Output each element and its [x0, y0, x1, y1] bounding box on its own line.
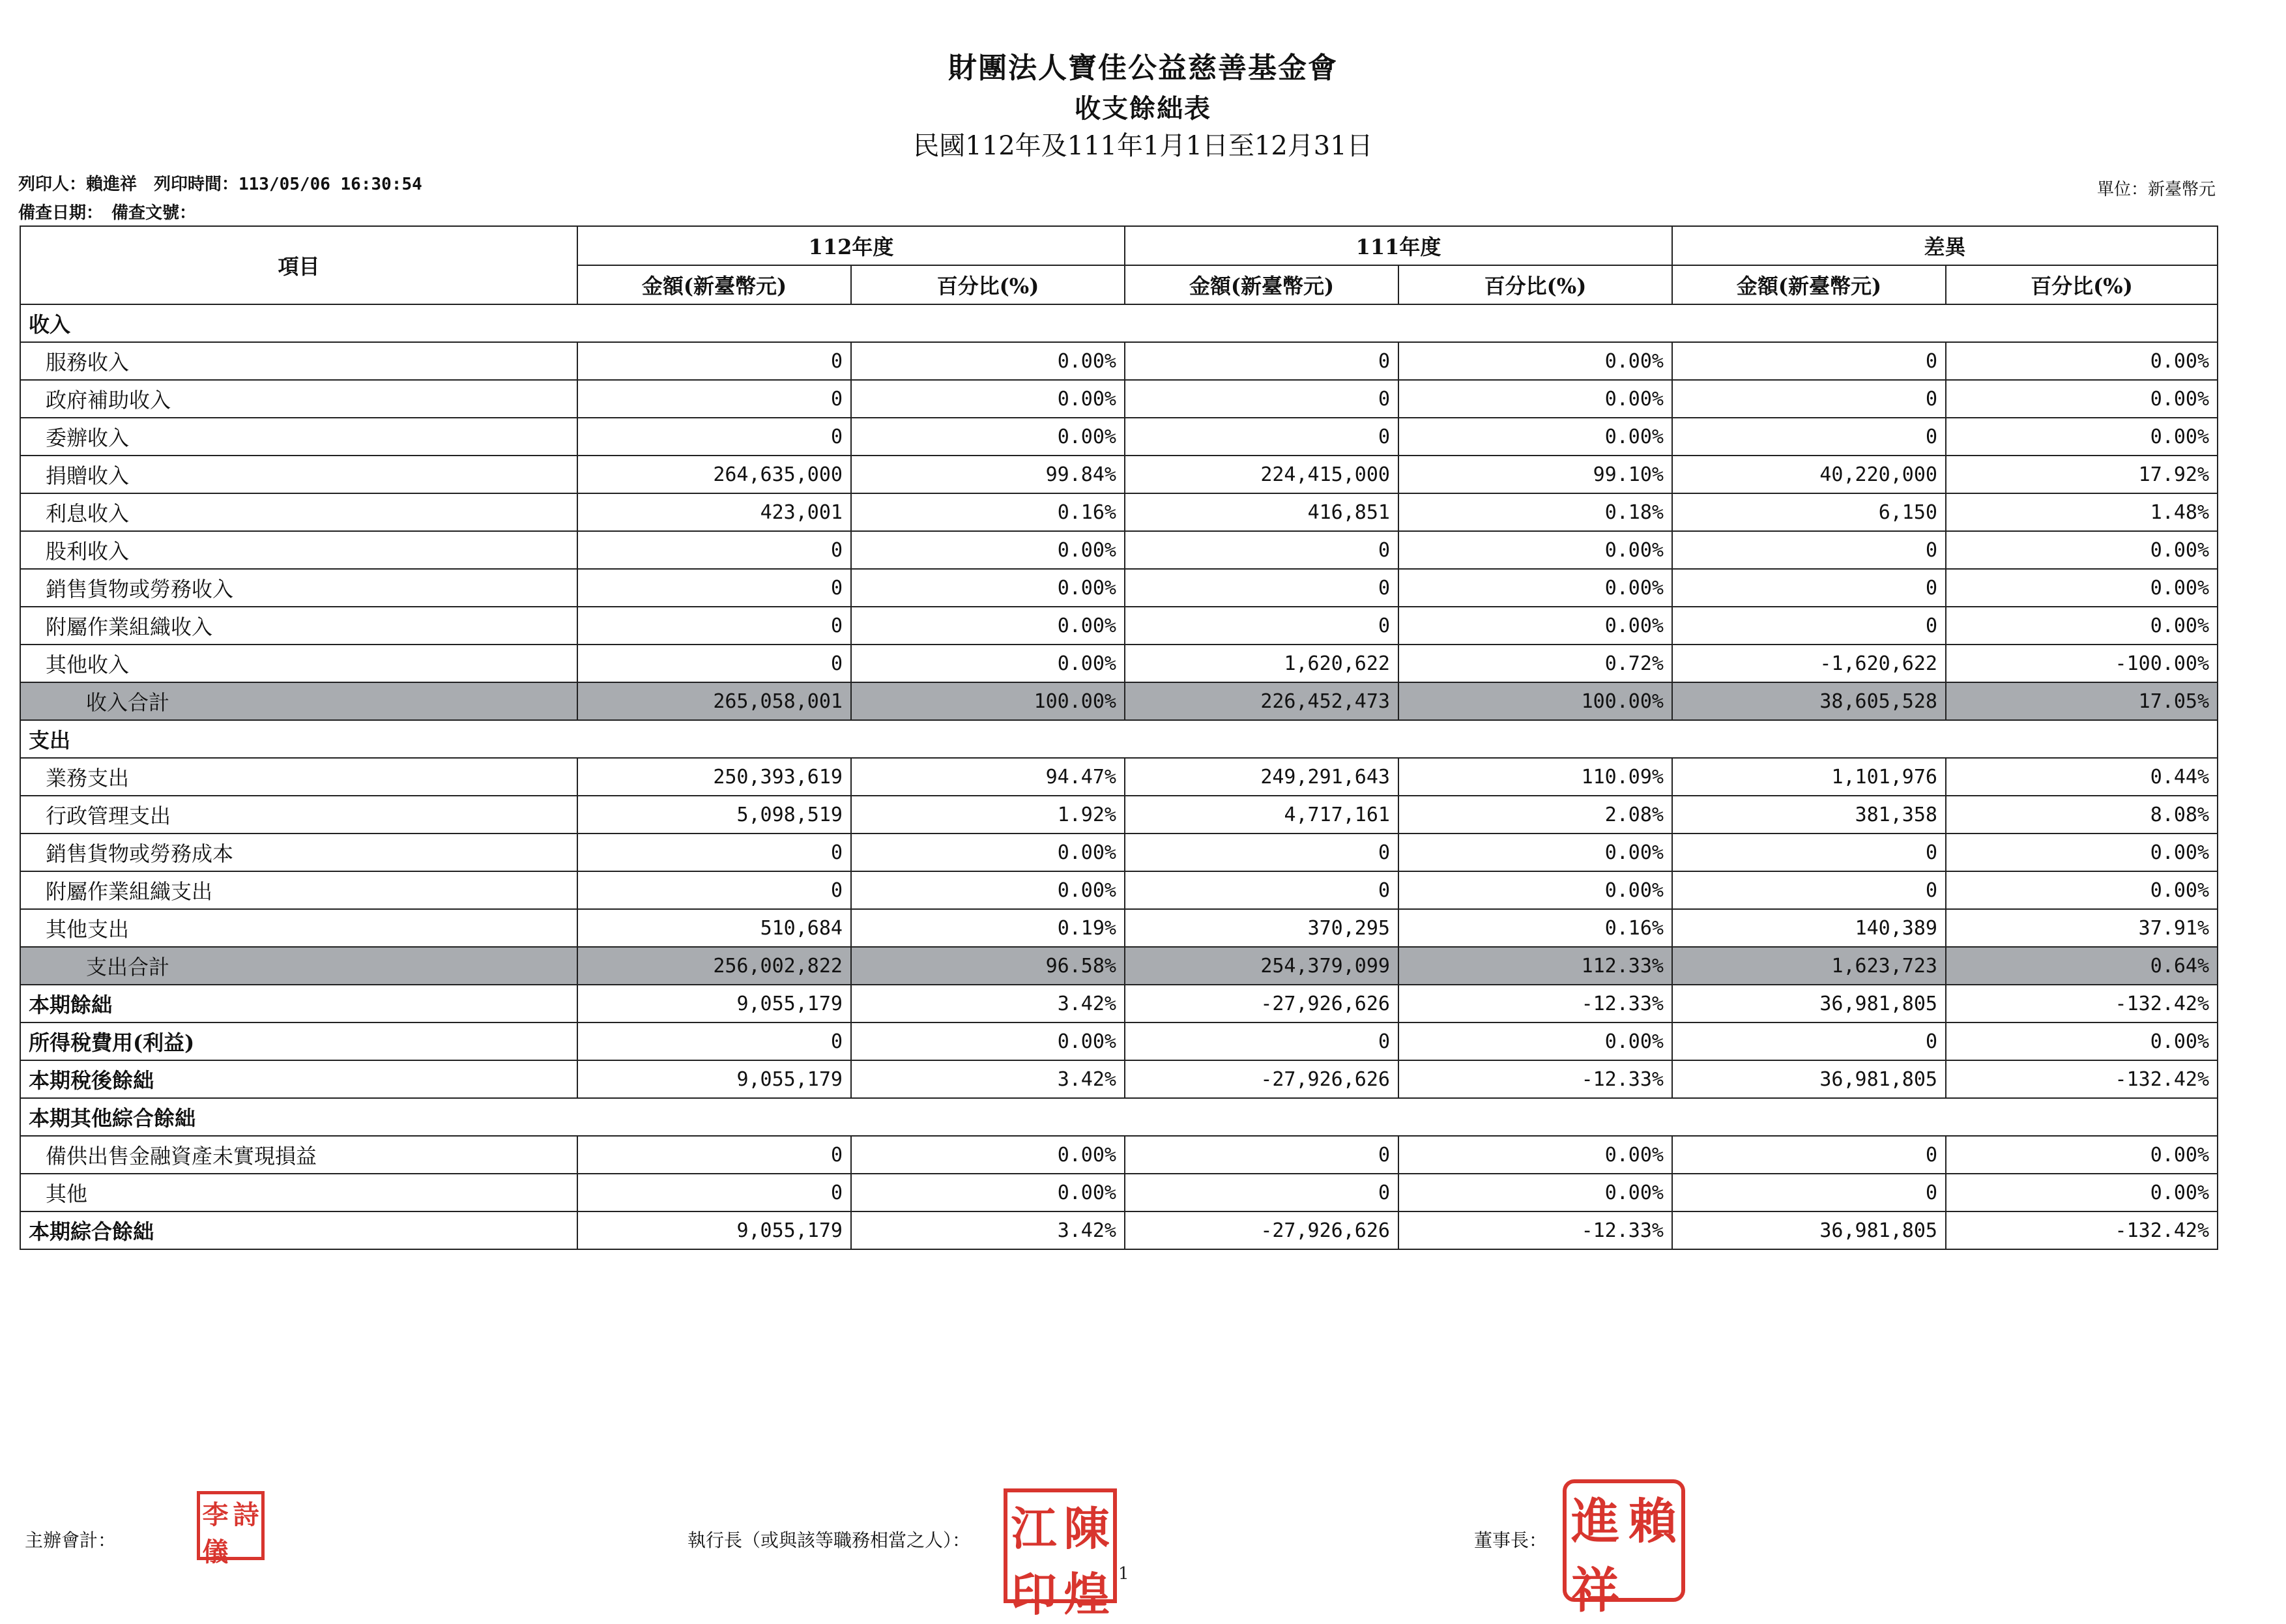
amount-112-cell: 0 [577, 1174, 851, 1211]
amount-diff-cell: 0 [1672, 607, 1946, 645]
percent-111-cell: 0.00% [1398, 871, 1672, 909]
percent-111-cell: 0.00% [1398, 607, 1672, 645]
header-percent: 百分比(%) [1946, 265, 2218, 304]
percent-diff-cell: 0.44% [1946, 758, 2218, 796]
row-label: 所得稅費用(利益) [20, 1022, 577, 1060]
amount-diff-cell: 0 [1672, 531, 1946, 569]
percent-111-cell: -12.33% [1398, 1060, 1672, 1098]
percent-111-cell: 0.00% [1398, 1174, 1672, 1211]
row-label: 政府補助收入 [20, 380, 577, 418]
percent-111-cell: 100.00% [1398, 682, 1672, 720]
amount-111-cell: 0 [1125, 871, 1398, 909]
table-row [20, 909, 2218, 947]
amount-diff-cell: 140,389 [1672, 909, 1946, 947]
ceo-seal-mark: 1 [1118, 1564, 1129, 1584]
print-info: 列印人：賴進祥 列印時間：113/05/06 16:30:54 [18, 175, 422, 194]
amount-diff-cell: 381,358 [1672, 796, 1946, 834]
amount-112-cell: 0 [577, 645, 851, 682]
percent-diff-cell: 0.00% [1946, 1174, 2218, 1211]
amount-diff-cell: 0 [1672, 569, 1946, 607]
table-row [20, 418, 2218, 456]
amount-112-cell: 9,055,179 [577, 1060, 851, 1098]
table-row [20, 531, 2218, 569]
amount-112-cell: 0 [577, 569, 851, 607]
section-row [20, 720, 2218, 758]
percent-112-cell: 3.42% [851, 1211, 1125, 1249]
amount-112-cell: 256,002,822 [577, 947, 851, 985]
percent-111-cell: 110.09% [1398, 758, 1672, 796]
percent-111-cell: 0.00% [1398, 418, 1672, 456]
seal-char: 煌 [1063, 1567, 1110, 1621]
percent-112-cell: 1.92% [851, 796, 1125, 834]
header-amount: 金額(新臺幣元) [1125, 265, 1398, 304]
percent-diff-cell: 0.00% [1946, 380, 2218, 418]
percent-112-cell: 3.42% [851, 1060, 1125, 1098]
seal-char: 祥 [1571, 1563, 1619, 1619]
header-year-112: 112年度 [577, 226, 1125, 265]
table-row [20, 342, 2218, 380]
percent-112-cell: 0.00% [851, 342, 1125, 380]
percent-111-cell: 0.00% [1398, 342, 1672, 380]
amount-111-cell: -27,926,626 [1125, 1211, 1398, 1249]
row-label: 其他支出 [20, 909, 577, 947]
amount-diff-cell: 36,981,805 [1672, 1211, 1946, 1249]
amount-diff-cell: 1,623,723 [1672, 947, 1946, 985]
amount-112-cell: 0 [577, 1136, 851, 1174]
amount-diff-cell: 0 [1672, 1136, 1946, 1174]
table-row [20, 380, 2218, 418]
amount-diff-cell: 36,981,805 [1672, 985, 1946, 1022]
report-period: 民國112年及111年1月1日至12月31日 [913, 131, 1373, 161]
amount-112-cell: 9,055,179 [577, 985, 851, 1022]
amount-112-cell: 0 [577, 418, 851, 456]
percent-111-cell: 2.08% [1398, 796, 1672, 834]
amount-112-cell: 0 [577, 531, 851, 569]
amount-111-cell: 1,620,622 [1125, 645, 1398, 682]
row-label: 其他 [20, 1174, 577, 1211]
seal-char [231, 1531, 261, 1569]
percent-diff-cell: 0.00% [1946, 418, 2218, 456]
row-label: 其他收入 [20, 645, 577, 682]
amount-112-cell: 0 [577, 607, 851, 645]
percent-diff-cell: 0.00% [1946, 342, 2218, 380]
table-row [20, 1174, 2218, 1211]
amount-112-cell: 0 [577, 380, 851, 418]
header-amount: 金額(新臺幣元) [1672, 265, 1946, 304]
amount-diff-cell: 0 [1672, 1174, 1946, 1211]
row-label: 委辦收入 [20, 418, 577, 456]
report-title: 收支餘絀表 [1075, 93, 1211, 124]
row-label: 利息收入 [20, 493, 577, 531]
amount-diff-cell: 0 [1672, 871, 1946, 909]
percent-112-cell: 0.00% [851, 418, 1125, 456]
total-row [20, 947, 2218, 985]
percent-112-cell: 96.58% [851, 947, 1125, 985]
amount-111-cell: 0 [1125, 1022, 1398, 1060]
amount-111-cell: 416,851 [1125, 493, 1398, 531]
amount-111-cell: 249,291,643 [1125, 758, 1398, 796]
table-row [20, 607, 2218, 645]
row-label: 本期稅後餘絀 [20, 1060, 577, 1098]
row-label: 本期其他綜合餘絀 [20, 1098, 2218, 1136]
table-row [20, 1022, 2218, 1060]
filing-info: 備查日期： 備查文號： [18, 203, 197, 223]
organization-name: 財團法人寶佳公益慈善基金會 [948, 51, 1338, 85]
row-label: 捐贈收入 [20, 456, 577, 493]
chairman-seal [1563, 1479, 1685, 1619]
amount-112-cell: 0 [577, 834, 851, 871]
amount-111-cell: 226,452,473 [1125, 682, 1398, 720]
percent-111-cell: 0.00% [1398, 531, 1672, 569]
amount-diff-cell: 0 [1672, 418, 1946, 456]
percent-112-cell: 0.00% [851, 645, 1125, 682]
amount-111-cell: -27,926,626 [1125, 1060, 1398, 1098]
amount-diff-cell: 38,605,528 [1672, 682, 1946, 720]
percent-diff-cell: 0.00% [1946, 607, 2218, 645]
amount-diff-cell: 0 [1672, 1022, 1946, 1060]
amount-112-cell: 264,635,000 [577, 456, 851, 493]
header-percent: 百分比(%) [851, 265, 1125, 304]
table-row [20, 1136, 2218, 1174]
table-row [20, 834, 2218, 871]
header-difference: 差異 [1672, 226, 2218, 265]
table-row [20, 569, 2218, 607]
seal-char: 陳 [1063, 1501, 1110, 1556]
amount-111-cell: 0 [1125, 342, 1398, 380]
amount-diff-cell: 36,981,805 [1672, 1060, 1946, 1098]
percent-111-cell: 0.00% [1398, 1136, 1672, 1174]
amount-111-cell: 0 [1125, 1136, 1398, 1174]
amount-112-cell: 0 [577, 871, 851, 909]
amount-112-cell: 423,001 [577, 493, 851, 531]
row-label: 附屬作業組織支出 [20, 871, 577, 909]
amount-112-cell: 9,055,179 [577, 1211, 851, 1249]
percent-diff-cell: -132.42% [1946, 1060, 2218, 1098]
percent-111-cell: -12.33% [1398, 1211, 1672, 1249]
percent-112-cell: 0.00% [851, 1136, 1125, 1174]
row-label: 附屬作業組織收入 [20, 607, 577, 645]
percent-111-cell: 0.16% [1398, 909, 1672, 947]
ceo-seal [1004, 1488, 1117, 1621]
amount-112-cell: 0 [577, 1022, 851, 1060]
amount-111-cell: 4,717,161 [1125, 796, 1398, 834]
table-row [20, 456, 2218, 493]
row-label: 備供出售金融資產未實現損益 [20, 1136, 577, 1174]
percent-diff-cell: 17.05% [1946, 682, 2218, 720]
table-row [20, 871, 2218, 909]
percent-111-cell: 0.72% [1398, 645, 1672, 682]
amount-112-cell: 265,058,001 [577, 682, 851, 720]
amount-112-cell: 0 [577, 342, 851, 380]
header-amount: 金額(新臺幣元) [577, 265, 851, 304]
accountant-signature-label: 主辦會計： [25, 1530, 117, 1551]
percent-diff-cell: 0.00% [1946, 1136, 2218, 1174]
percent-diff-cell: 17.92% [1946, 456, 2218, 493]
row-label: 業務支出 [20, 758, 577, 796]
row-label: 行政管理支出 [20, 796, 577, 834]
seal-char: 李 [202, 1500, 229, 1530]
percent-112-cell: 3.42% [851, 985, 1125, 1022]
section-row [20, 1098, 2218, 1136]
amount-diff-cell: 0 [1672, 380, 1946, 418]
row-label: 銷售貨物或勞務成本 [20, 834, 577, 871]
table-row [20, 796, 2218, 834]
table-row [20, 758, 2218, 796]
row-label: 本期餘絀 [20, 985, 577, 1022]
amount-diff-cell: -1,620,622 [1672, 645, 1946, 682]
percent-112-cell: 0.00% [851, 380, 1125, 418]
percent-111-cell: -12.33% [1398, 985, 1672, 1022]
seal-char: 儀 [202, 1537, 229, 1567]
percent-diff-cell: 0.64% [1946, 947, 2218, 985]
row-label: 銷售貨物或勞務收入 [20, 569, 577, 607]
percent-diff-cell: 0.00% [1946, 834, 2218, 871]
percent-diff-cell: -132.42% [1946, 985, 2218, 1022]
seal-char: 賴 [1628, 1494, 1677, 1550]
amount-111-cell: -27,926,626 [1125, 985, 1398, 1022]
percent-112-cell: 100.00% [851, 682, 1125, 720]
amount-111-cell: 0 [1125, 607, 1398, 645]
amount-111-cell: 0 [1125, 418, 1398, 456]
percent-111-cell: 0.00% [1398, 569, 1672, 607]
percent-112-cell: 94.47% [851, 758, 1125, 796]
accountant-seal [197, 1491, 265, 1567]
statement-table [20, 225, 2218, 1250]
percent-112-cell: 0.00% [851, 1022, 1125, 1060]
seal-char: 印 [1011, 1567, 1057, 1621]
table-row [20, 1211, 2218, 1249]
percent-112-cell: 0.00% [851, 531, 1125, 569]
row-label: 收入 [20, 304, 2218, 342]
percent-112-cell: 0.00% [851, 834, 1125, 871]
percent-112-cell: 0.00% [851, 569, 1125, 607]
percent-diff-cell: -132.42% [1946, 1211, 2218, 1249]
percent-111-cell: 0.00% [1398, 1022, 1672, 1060]
percent-diff-cell: 8.08% [1946, 796, 2218, 834]
percent-112-cell: 99.84% [851, 456, 1125, 493]
currency-unit: 單位：新臺幣元 [2096, 180, 2216, 199]
row-label: 收入合計 [20, 682, 577, 720]
amount-111-cell: 254,379,099 [1125, 947, 1398, 985]
percent-111-cell: 99.10% [1398, 456, 1672, 493]
row-label: 支出 [20, 720, 2218, 758]
section-row [20, 304, 2218, 342]
percent-111-cell: 0.00% [1398, 380, 1672, 418]
percent-diff-cell: -100.00% [1946, 645, 2218, 682]
percent-diff-cell: 0.00% [1946, 531, 2218, 569]
amount-diff-cell: 40,220,000 [1672, 456, 1946, 493]
percent-112-cell: 0.00% [851, 1174, 1125, 1211]
amount-111-cell: 0 [1125, 834, 1398, 871]
amount-112-cell: 510,684 [577, 909, 851, 947]
header-percent: 百分比(%) [1398, 265, 1672, 304]
row-label: 服務收入 [20, 342, 577, 380]
amount-111-cell: 0 [1125, 1174, 1398, 1211]
amount-111-cell: 224,415,000 [1125, 456, 1398, 493]
percent-111-cell: 112.33% [1398, 947, 1672, 985]
amount-112-cell: 250,393,619 [577, 758, 851, 796]
percent-diff-cell: 1.48% [1946, 493, 2218, 531]
percent-112-cell: 0.00% [851, 871, 1125, 909]
amount-diff-cell: 0 [1672, 834, 1946, 871]
percent-111-cell: 0.00% [1398, 834, 1672, 871]
amount-111-cell: 0 [1125, 380, 1398, 418]
statement-body [20, 304, 2218, 1249]
row-label: 支出合計 [20, 947, 577, 985]
percent-111-cell: 0.18% [1398, 493, 1672, 531]
ceo-signature-label: 執行長（或與該等職務相當之人）： [687, 1530, 971, 1551]
table-row [20, 645, 2218, 682]
table-row [20, 493, 2218, 531]
amount-diff-cell: 1,101,976 [1672, 758, 1946, 796]
percent-112-cell: 0.16% [851, 493, 1125, 531]
amount-diff-cell: 0 [1672, 342, 1946, 380]
table-row [20, 1060, 2218, 1098]
percent-diff-cell: 37.91% [1946, 909, 2218, 947]
total-row [20, 682, 2218, 720]
percent-112-cell: 0.19% [851, 909, 1125, 947]
percent-diff-cell: 0.00% [1946, 1022, 2218, 1060]
header-item: 項目 [20, 226, 577, 304]
header-year-111: 111年度 [1125, 226, 1672, 265]
amount-112-cell: 5,098,519 [577, 796, 851, 834]
seal-char [1624, 1552, 1681, 1621]
table-row [20, 985, 2218, 1022]
percent-diff-cell: 0.00% [1946, 569, 2218, 607]
seal-char: 進 [1571, 1494, 1619, 1550]
row-label: 股利收入 [20, 531, 577, 569]
chairman-signature-label: 董事長： [1474, 1530, 1548, 1551]
seal-char: 詩 [233, 1500, 259, 1530]
percent-112-cell: 0.00% [851, 607, 1125, 645]
amount-111-cell: 0 [1125, 569, 1398, 607]
seal-char: 江 [1011, 1501, 1057, 1556]
amount-111-cell: 370,295 [1125, 909, 1398, 947]
percent-diff-cell: 0.00% [1946, 871, 2218, 909]
amount-diff-cell: 6,150 [1672, 493, 1946, 531]
row-label: 本期綜合餘絀 [20, 1211, 577, 1249]
amount-111-cell: 0 [1125, 531, 1398, 569]
